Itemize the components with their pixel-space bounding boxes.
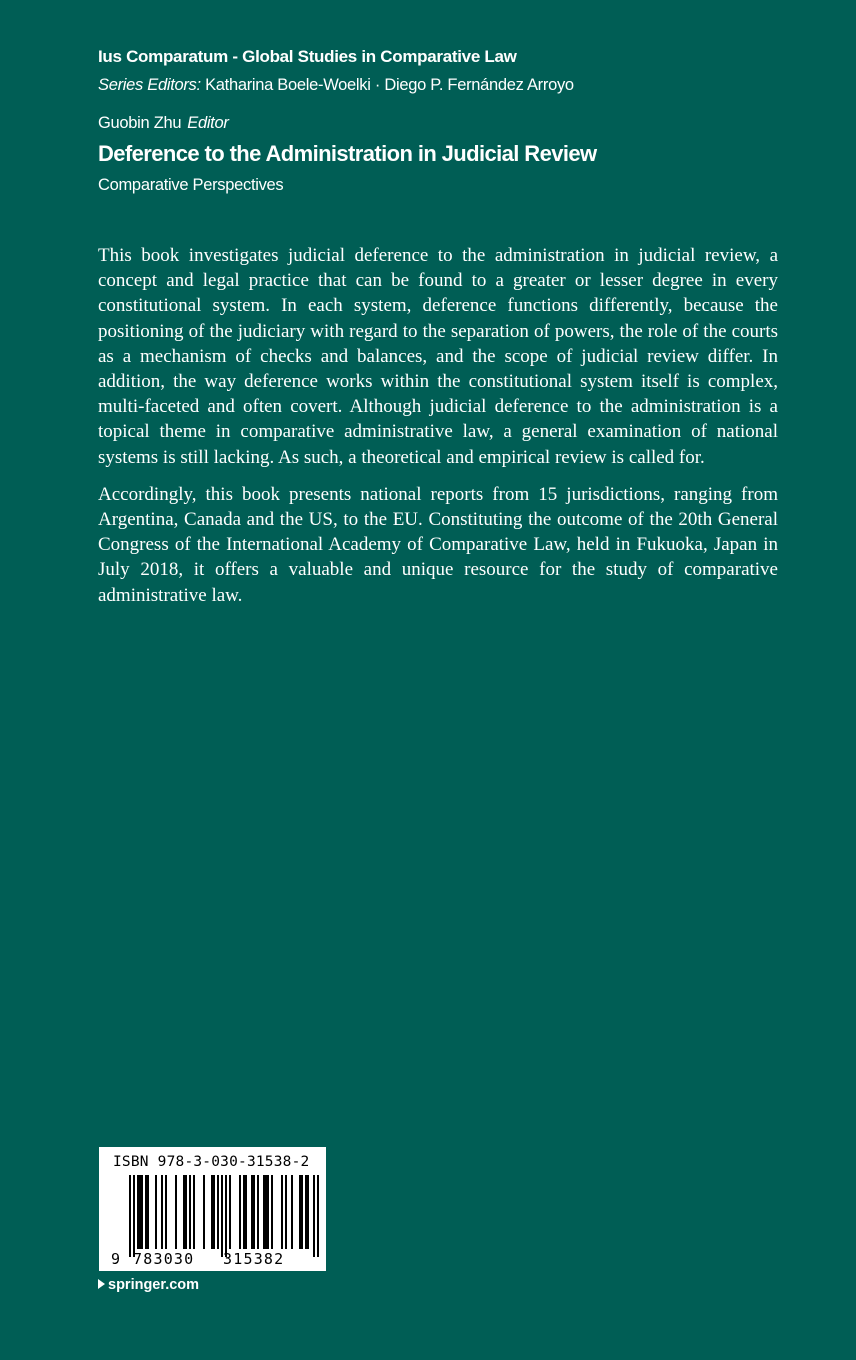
editor-name: Guobin Zhu bbox=[98, 114, 182, 132]
series-editors-label: Series Editors: bbox=[98, 76, 201, 94]
barcode-digit-group-2: 315382 bbox=[223, 1250, 285, 1268]
book-subtitle: Comparative Perspectives bbox=[98, 176, 284, 194]
barcode-bar bbox=[305, 1175, 307, 1249]
barcode-bar bbox=[175, 1175, 177, 1249]
book-editor bbox=[98, 114, 229, 133]
barcode-bar bbox=[147, 1175, 149, 1249]
barcode-bar bbox=[263, 1175, 265, 1249]
barcode-bar bbox=[253, 1175, 255, 1249]
publisher-link[interactable] bbox=[98, 1277, 199, 1293]
series-editors bbox=[98, 76, 574, 95]
barcode-guard-bar bbox=[317, 1175, 319, 1257]
barcode-bar bbox=[267, 1175, 269, 1249]
book-blurb bbox=[98, 243, 778, 620]
barcode-bar bbox=[141, 1175, 143, 1249]
barcode-bar bbox=[251, 1175, 253, 1249]
publisher-url: springer.com bbox=[108, 1277, 200, 1293]
barcode-bar bbox=[213, 1175, 215, 1249]
series-editors-names: Katharina Boele-Woelki · Diego P. Fernández Arroyo bbox=[205, 76, 574, 94]
isbn-barcode bbox=[99, 1147, 326, 1271]
barcode-bar bbox=[211, 1175, 213, 1249]
barcode-guard-bar bbox=[221, 1175, 223, 1257]
barcode-bar bbox=[155, 1175, 157, 1249]
barcode-bar bbox=[299, 1175, 301, 1249]
barcode-bar bbox=[245, 1175, 247, 1249]
barcode-bar bbox=[271, 1175, 273, 1249]
barcode-digit-group-1: 783030 bbox=[133, 1250, 195, 1268]
barcode-bar bbox=[203, 1175, 205, 1249]
editor-role: Editor bbox=[187, 114, 229, 132]
barcode-guard-bar bbox=[133, 1175, 135, 1257]
blurb-paragraph-1: This book investigates judicial deference to the administration in judicial review, a concept and legal practice that can be found to a greater or lesser degree in every constitutional system. In each system, deference functions differently, because the positioning of the judiciary with regard to the separation of powers, the role of the courts as a mechanism of checks and balances, and the scope of judicial review differ. In addition, the way deference works within the constitutional system itself is complex, multi-faceted and often covert. Although judicial deference to the administration is a topical theme in comparative administrative law, a general examination of national systems is still lacking. As such, a theoretical and empirical review is called for. bbox=[98, 245, 778, 468]
barcode-digit-lead: 9 bbox=[111, 1250, 121, 1268]
barcode-bar bbox=[291, 1175, 293, 1249]
isbn-label: ISBN 978-3-030-31538-2 bbox=[113, 1154, 310, 1170]
barcode-bar bbox=[183, 1175, 185, 1249]
barcode-bar bbox=[307, 1175, 309, 1249]
barcode-bar bbox=[257, 1175, 259, 1249]
barcode-bar bbox=[189, 1175, 191, 1249]
barcode-bar bbox=[193, 1175, 195, 1249]
barcode-bar bbox=[161, 1175, 163, 1249]
barcode-bar bbox=[265, 1175, 267, 1249]
barcode-guard-bar bbox=[129, 1175, 131, 1257]
barcode-bar bbox=[217, 1175, 219, 1249]
barcode-bar bbox=[301, 1175, 303, 1249]
barcode-bar bbox=[139, 1175, 141, 1249]
blurb-paragraph-2: Accordingly, this book presents national reports from 15 jurisdictions, ranging from Argentina, Canada and the US, to the EU. Constituting the outcome of the 20th General Congress of the International Academy of Comparative Law, held in Fukuoka, Japan in July 2018, it offers a valuable and unique resource for the study of comparative administrative law. bbox=[98, 483, 778, 606]
book-title: Deference to the Administration in Judicial Review bbox=[98, 141, 597, 166]
barcode-bar bbox=[185, 1175, 187, 1249]
barcode-bar bbox=[137, 1175, 139, 1249]
barcode-bar bbox=[243, 1175, 245, 1249]
barcode-guard-bar bbox=[225, 1175, 227, 1257]
barcode-bar bbox=[239, 1175, 241, 1249]
barcode-bar bbox=[229, 1175, 231, 1249]
barcode-bar bbox=[281, 1175, 283, 1249]
barcode-guard-bar bbox=[313, 1175, 315, 1257]
barcode-bar bbox=[145, 1175, 147, 1249]
barcode-bar bbox=[165, 1175, 167, 1249]
barcode-bar bbox=[285, 1175, 287, 1249]
series-title: Ius Comparatum - Global Studies in Comparative Law bbox=[98, 47, 517, 66]
triangle-right-icon bbox=[98, 1279, 105, 1289]
